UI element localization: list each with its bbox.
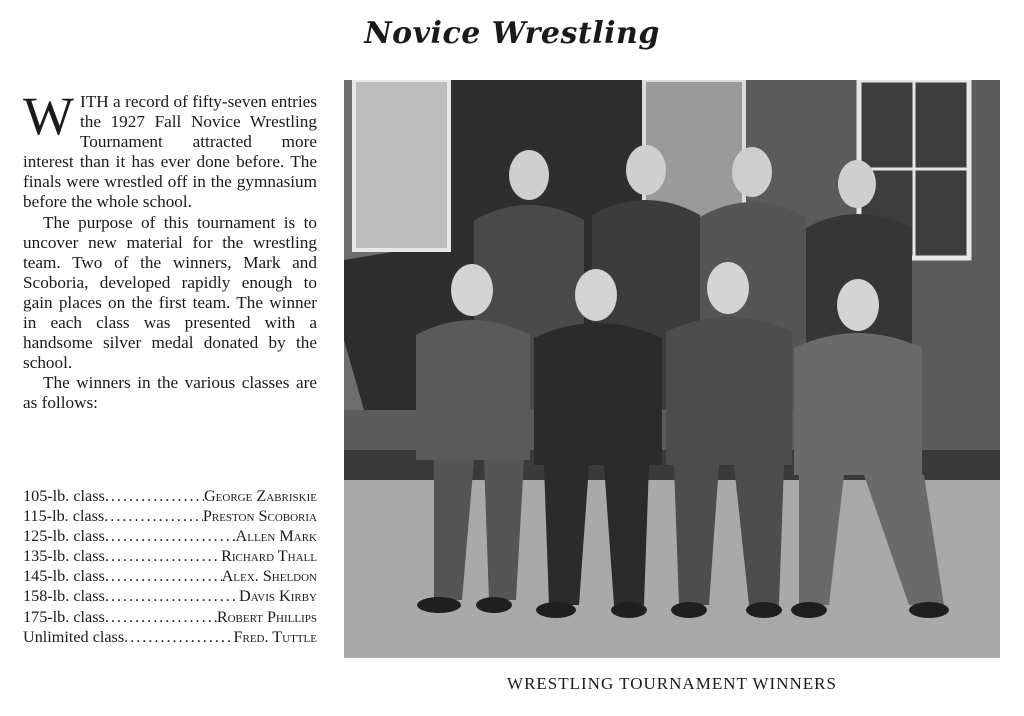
winner-name: Robert Phillips <box>216 607 317 626</box>
group-photo-image <box>344 80 1000 658</box>
weight-class: 115-lb. class <box>23 507 105 526</box>
winner-name: Fred. Tuttle <box>233 627 317 646</box>
group-photo <box>344 80 1000 658</box>
weight-class: 175-lb. class <box>23 607 105 626</box>
leader-dots <box>105 546 221 566</box>
weight-class: 158-lb. class <box>23 587 105 606</box>
winner-name: Richard Thall <box>221 547 317 566</box>
leader-dots <box>105 486 204 506</box>
article-paragraph-1 <box>23 86 317 213</box>
winner-row <box>23 607 317 627</box>
leader-dots <box>105 607 217 627</box>
winner-name: Allen Mark <box>235 527 317 546</box>
article-paragraph-3: The winners in the various classes are as follows: <box>23 373 317 413</box>
leader-dots <box>105 586 239 606</box>
weight-class: 125-lb. class <box>23 527 105 546</box>
photo-caption: WRESTLING TOURNAMENT WINNERS <box>507 674 837 693</box>
leader-dots <box>104 506 203 526</box>
winner-name: Preston Scoboria <box>202 507 317 526</box>
winner-row <box>23 586 317 606</box>
winner-row <box>23 566 317 586</box>
leader-dots <box>124 627 233 647</box>
winner-name: Alex. Sheldon <box>221 567 317 586</box>
winner-name: George Zabriskie <box>203 487 317 505</box>
leader-dots <box>105 566 222 586</box>
drop-cap: W <box>23 86 74 146</box>
article-text <box>23 86 317 414</box>
paragraph-1-text: ITH a record of fifty-seven entries the 1927 Fall Novice Wrestling Tournament attracted more interest than it has ever done before. The finals were wrestled off in the gymnasium before the whole school. <box>23 92 317 212</box>
winner-row <box>23 486 317 506</box>
leader-dots <box>105 526 236 546</box>
winner-row <box>23 506 317 526</box>
weight-class: 105-lb. class <box>23 487 105 505</box>
article-paragraph-2: The purpose of this tournament is to uncover new material for the wrestling team. Two of the winners, Mark and Scoboria, developed rapidly enough to gain places on the first team. The winner in each class was presented with a handsome silver medal donated by the school. <box>23 212 317 373</box>
winners-list <box>23 486 317 647</box>
winner-name: Davis Kirby <box>239 587 317 606</box>
weight-class: 145-lb. class <box>23 567 105 586</box>
winner-row <box>23 526 317 546</box>
weight-class: 135-lb. class <box>23 547 105 566</box>
weight-class: Unlimited class <box>23 627 125 646</box>
winner-row <box>23 546 317 566</box>
page-title: Novice Wrestling <box>364 16 660 51</box>
winner-row <box>23 627 317 647</box>
